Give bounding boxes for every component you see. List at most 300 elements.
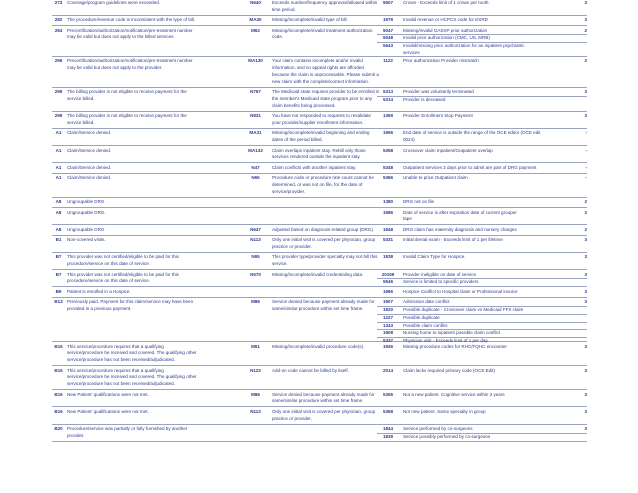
edit-description-line: Provider Enrollment Stop Payment xyxy=(403,113,473,119)
edit-description-line: Physician visit - Exceeds limit of 1 per day xyxy=(403,338,488,344)
severity-value: 3 xyxy=(584,113,587,119)
carc-description-line: This provider was not certified/eligible to be paid for this xyxy=(67,271,179,277)
carc-description xyxy=(67,210,242,217)
edit-description-line: Service possibly performed by co-surgeons xyxy=(403,433,491,439)
carc-code: 299 xyxy=(54,113,63,119)
edit-row xyxy=(377,97,587,105)
rarc-description xyxy=(272,368,375,375)
table-row xyxy=(52,344,587,367)
severity-value: 3 xyxy=(584,343,587,349)
rarc-description-line: practice or provider. xyxy=(272,243,312,249)
edit-code: 5368 xyxy=(382,408,394,414)
edit-description xyxy=(403,344,573,351)
edit-code: 1848 xyxy=(382,226,394,232)
edit-row xyxy=(377,307,587,315)
carc-code: 299 xyxy=(54,89,63,95)
edit-row xyxy=(377,344,587,352)
edit-description-line: Invalid prior authorization (CMC, US, MRB) xyxy=(403,35,490,41)
edit-description xyxy=(403,58,573,65)
rarc-code: N640 xyxy=(250,0,261,5)
edit-row xyxy=(377,392,587,400)
edit-description xyxy=(403,227,573,234)
edit-list xyxy=(377,426,587,442)
rarc-description xyxy=(272,58,379,85)
carc-description-line: may be valid but does not apply to the provider. xyxy=(67,65,163,71)
edit-code: 1380 xyxy=(382,199,394,205)
table-row xyxy=(52,113,587,129)
edit-description-line: End date of service is outside the range of the OCE editor (OCE edit xyxy=(403,130,541,136)
rarc-code: M86 xyxy=(251,391,260,397)
rarc-description xyxy=(272,392,375,406)
rarc-code: N647 xyxy=(250,226,261,232)
edit-description-line: Not a new patient. Cognitive service within 3 years xyxy=(403,391,505,397)
carc-description-line: This service/procedure requires that a qualifying xyxy=(67,343,164,349)
carc-description-line: service/procedure be received and covered. The qualifying other xyxy=(67,350,197,356)
carc-description-line: service/procedure be received and covered. The qualifying other xyxy=(67,374,197,380)
rarc-description-line: because the claim is unprocessable. Please submit a xyxy=(272,71,379,77)
edit-description-line: Provider is deceased xyxy=(403,96,446,102)
carc-description xyxy=(67,299,242,313)
carc-description-line: New Patient' qualifications were not met. xyxy=(67,391,149,397)
carc-description-line: Procedure/service was partially or fully furnished by another xyxy=(67,426,188,431)
table-row xyxy=(52,89,587,112)
edit-code: 1907 xyxy=(382,299,394,305)
edit-description-line: Prior authorization Provider mismatch xyxy=(403,58,479,64)
edit-code: 1838 xyxy=(382,254,394,260)
edit-description xyxy=(403,165,573,172)
rarc-description-line: determined, or was not on file, for the date of xyxy=(272,181,363,187)
table-row xyxy=(52,392,587,408)
edit-description-line: Invalid/missing prior authorization for an inpatient psychiatric xyxy=(403,43,525,49)
carc-description-line: Precertification/authorization/notification/pre-treatment number xyxy=(67,58,193,64)
rarc-description-line: code. xyxy=(272,34,284,40)
table-row xyxy=(52,409,587,425)
carc-description xyxy=(67,227,242,234)
edit-description-line: Crown - Exceeds limit of 1 crown per tooth. xyxy=(403,0,490,5)
carc-description-line: Coverage/program guidelines were exceeded. xyxy=(67,0,161,5)
edit-description xyxy=(403,307,573,314)
edit-description-line: Service performed by co-surgeons xyxy=(403,426,473,431)
carc-code: 282 xyxy=(54,17,63,23)
edit-code: 20159 xyxy=(381,271,395,277)
severity-value: 2 xyxy=(584,199,587,205)
edit-list xyxy=(377,237,587,245)
carc-code: B16 xyxy=(54,408,63,414)
severity-value: 3 xyxy=(584,254,587,260)
edit-description xyxy=(403,434,573,441)
rarc-code: M62 xyxy=(251,27,260,33)
edit-description-line: Hospice Conflict to Hospital claim or Professional invoice xyxy=(403,288,518,294)
rarc-description xyxy=(272,254,378,268)
rarc-description xyxy=(272,17,375,24)
edit-list xyxy=(377,199,587,207)
carc-description xyxy=(67,368,242,388)
edit-list xyxy=(377,254,587,262)
severity-value: 3 xyxy=(584,391,587,397)
rarc-description xyxy=(272,148,375,162)
carc-description-line: service/procedure has not been received/adjudicated. xyxy=(67,381,175,387)
edit-code: 1979 xyxy=(382,17,394,23)
severity-value: 3 xyxy=(584,0,587,5)
rarc-description-line: Claim overlaps inpatient stay. Rebill only those xyxy=(272,147,366,153)
edit-description-line: DRG not on file xyxy=(403,199,435,205)
rarc-description-line: Service denied because payment already made for xyxy=(272,391,375,397)
edit-row xyxy=(377,89,587,97)
table-row xyxy=(52,254,587,270)
carc-code: B20 xyxy=(54,426,63,431)
edit-description xyxy=(403,299,573,306)
edit-description-line: Admission date conflict xyxy=(403,299,450,305)
rarc-description xyxy=(272,227,375,234)
rarc-description xyxy=(272,28,375,42)
edit-code: 5507 xyxy=(382,0,394,5)
edit-description-line: Outpatient services 3 days prior to admit are part of DRG payment xyxy=(403,164,537,170)
rarc-description-line: new claim with the complete/correct information. xyxy=(272,78,370,84)
edit-description xyxy=(403,175,573,182)
rarc-description-line: your provider/supplier enrollment information. xyxy=(272,119,364,125)
rarc-description-line: Adjusted based on diagnosis-related group (DRG). xyxy=(272,226,375,232)
edit-row xyxy=(377,199,587,207)
carc-description-line: Precertification/authorization/notification/pre-treatment number xyxy=(67,27,193,33)
carc-description xyxy=(67,17,242,24)
edit-description xyxy=(403,89,573,96)
rarc-description-line: time period. xyxy=(272,6,296,12)
severity-value: 3 xyxy=(584,288,587,294)
table-row xyxy=(52,148,587,164)
rarc-description-line: This provider type/provider specialty may not bill this xyxy=(272,254,378,260)
rarc-description xyxy=(272,344,375,351)
rarc-description-line: Missing/incomplete/invalid beginning and ending xyxy=(272,130,370,136)
carc-description-line: Previously paid. Payment for this claim/service may have been xyxy=(67,299,194,305)
rarc-description-line: information, and no appeal rights are afforded xyxy=(272,65,364,71)
edit-row xyxy=(377,43,587,58)
edit-code: 5543 xyxy=(382,43,394,49)
rarc-description xyxy=(272,165,375,172)
rarc-code: N95 xyxy=(251,254,260,260)
table-row xyxy=(52,175,587,198)
rarc-code: M51 xyxy=(251,343,260,349)
edit-description xyxy=(403,237,573,244)
edit-row xyxy=(377,272,587,280)
edit-list xyxy=(377,89,587,105)
carc-description xyxy=(67,254,242,268)
carc-description-line: Patient is enrolled in a Hospice. xyxy=(67,288,131,294)
carc-description xyxy=(67,199,242,206)
carc-code: A8 xyxy=(55,209,62,215)
severity-value: 3 xyxy=(584,17,587,23)
rarc-description-line: dates of the period billed. xyxy=(272,137,323,143)
severity-value: 2 xyxy=(584,27,587,33)
edit-row xyxy=(377,130,587,145)
severity-value: - xyxy=(585,164,587,170)
edit-description-line: Nursing home to inpatient possible claim conflict xyxy=(403,330,501,336)
carc-description xyxy=(67,409,242,416)
carc-description xyxy=(67,175,242,182)
edit-row xyxy=(377,17,587,25)
edit-row xyxy=(377,434,587,442)
rarc-code: N113 xyxy=(250,408,261,414)
edit-description xyxy=(403,315,573,322)
edit-row xyxy=(377,330,587,338)
edit-description-line: Provider was voluntarily terminated xyxy=(403,89,474,95)
edit-row xyxy=(377,254,587,262)
edit-description xyxy=(403,330,573,337)
carc-code: 273 xyxy=(54,0,63,5)
edit-description xyxy=(403,130,573,144)
rarc-code: N767 xyxy=(250,89,261,95)
severity-value: 3 xyxy=(584,89,587,95)
edit-description xyxy=(403,97,573,104)
edit-code: 2014 xyxy=(382,367,394,373)
carc-description-line: The billing provider is not eligible to receive payment for the xyxy=(67,113,187,119)
edit-description xyxy=(403,113,573,120)
edit-code: 1956 xyxy=(382,130,394,136)
edit-row xyxy=(377,409,587,417)
carc-description-line: This service/procedure requires that a qualifying xyxy=(67,367,164,373)
edit-code: 5366 xyxy=(382,175,394,181)
rarc-description xyxy=(272,130,375,144)
edit-row xyxy=(377,165,587,173)
edit-row xyxy=(377,279,587,287)
carc-description xyxy=(67,426,242,440)
edit-description xyxy=(403,409,573,416)
edit-row xyxy=(377,0,587,8)
rarc-code: N570 xyxy=(250,271,261,277)
table-row xyxy=(52,289,587,298)
edit-row xyxy=(377,426,587,434)
edit-list xyxy=(377,28,587,58)
rarc-description-line: Procedure code or procedure rate count cannot be xyxy=(272,175,374,181)
table-row xyxy=(52,130,587,146)
edit-description xyxy=(403,368,573,375)
edit-description xyxy=(403,17,573,24)
severity-value: 3 xyxy=(584,426,587,431)
edit-description-line: services xyxy=(403,49,420,55)
carc-description xyxy=(67,272,242,286)
rarc-description-line: practice or provider. xyxy=(272,415,312,421)
edit-description xyxy=(403,43,573,57)
edit-description xyxy=(403,289,573,296)
carc-code: B7 xyxy=(55,271,62,277)
rarc-description-line: same/similar procedure within set time frame. xyxy=(272,305,364,311)
edit-code: 5546 xyxy=(382,279,394,285)
edit-code: 1369 xyxy=(382,113,394,119)
edit-description-line: Invalid Claim Type for Hospice. xyxy=(403,254,466,260)
edit-list xyxy=(377,175,587,183)
edit-description-line: Missing/invalid GASSP prior authorization xyxy=(403,27,488,33)
carc-description-line: Claim/Service denied. xyxy=(67,130,112,136)
carc-description xyxy=(67,113,242,127)
rarc-description-line: the member's Medicaid state program prior to any xyxy=(272,95,373,101)
rarc-description xyxy=(272,299,375,313)
rarc-description-line: Only one initial visit is covered per physician, group xyxy=(272,408,376,414)
edit-code: 5047 xyxy=(382,27,394,33)
table-row xyxy=(52,199,587,208)
edit-description-line: DRG claim has maternity diagnosis and nursery charges xyxy=(403,226,517,232)
carc-description xyxy=(67,237,242,244)
rarc-code: MA130 xyxy=(248,58,263,64)
rarc-description-line: Exceeds number/frequency approved/allowed within xyxy=(272,0,378,5)
edit-list xyxy=(377,272,587,288)
rarc-description-line: Missing/incomplete/invalid treatment authorization xyxy=(272,27,373,33)
table-row xyxy=(52,17,587,26)
rarc-code: M86 xyxy=(251,299,260,305)
carc-description xyxy=(67,89,242,103)
rarc-code: MA30 xyxy=(249,17,262,23)
edit-code: 1966 xyxy=(382,288,394,294)
carc-code: A1 xyxy=(55,175,62,181)
edit-description xyxy=(403,392,573,399)
carc-code: B7 xyxy=(55,254,62,260)
edit-code: 5314 xyxy=(382,96,394,102)
carc-description-line: procedure/service on this date of service. xyxy=(67,278,150,284)
edit-code: 1844 xyxy=(382,426,394,431)
severity-value: 3 xyxy=(584,299,587,305)
rarc-description xyxy=(272,0,378,14)
rarc-description xyxy=(272,175,375,195)
edit-description xyxy=(403,148,573,155)
edit-code: 1908 xyxy=(382,330,394,336)
carc-description-line: Ungroupable DRG xyxy=(67,226,105,232)
edit-row xyxy=(377,227,587,235)
edit-description-line: Missing procedure codes for RHC/FQHC encounter xyxy=(403,343,507,349)
rarc-description-line: The Medicaid state requires provider to be enrolled in xyxy=(272,89,380,95)
rarc-description xyxy=(272,237,375,251)
edit-description xyxy=(403,426,573,433)
edit-list xyxy=(377,148,587,156)
rarc-code: N113 xyxy=(250,237,261,243)
severity-value: 3 xyxy=(584,408,587,414)
carc-code: B13 xyxy=(54,299,63,305)
carc-description xyxy=(67,28,242,42)
rarc-description-line: Missing/incomplete/invalid type of bill. xyxy=(272,17,348,23)
edit-row xyxy=(377,148,587,156)
carc-description-line: provided in a previous payment. xyxy=(67,305,132,311)
edit-list xyxy=(377,58,587,66)
severity-value: 3 xyxy=(584,271,587,277)
rarc-description xyxy=(272,409,375,423)
edit-description xyxy=(403,0,573,7)
edit-description-line: 0024) xyxy=(403,137,415,143)
edit-row xyxy=(377,113,587,121)
rarc-description-line: claim benefits being processed. xyxy=(272,102,336,108)
edit-code: 1920 xyxy=(382,306,394,312)
table-row xyxy=(52,368,587,391)
table-row xyxy=(52,165,587,174)
edit-code: 5337 xyxy=(382,338,394,344)
rarc-description-line: Service denied because payment already made for xyxy=(272,299,375,305)
edit-description-line: Claim lacks required primary code (OCE Edit) xyxy=(403,367,495,373)
severity-value: - xyxy=(585,130,587,136)
edit-row xyxy=(377,35,587,43)
carc-description xyxy=(67,58,242,72)
table-row xyxy=(52,227,587,236)
edit-description-line: Crossover claim Inpatient/Outpatient overlap xyxy=(403,147,493,153)
edit-description-line: Provider ineligible on date of service xyxy=(403,271,477,277)
carc-description-line: Claim/Service denied. xyxy=(67,164,112,170)
edit-list xyxy=(377,130,587,145)
edit-description xyxy=(403,279,573,286)
carc-code: A8 xyxy=(55,199,62,205)
edit-description-line: Date of service is after expiration date of current grouper xyxy=(403,209,517,215)
rarc-description-line: Add-on code cannot be billed by itself. xyxy=(272,367,349,373)
carc-code: B1 xyxy=(55,237,62,243)
carc-description-line: service billed. xyxy=(67,119,95,125)
edit-row xyxy=(377,210,587,225)
carc-description xyxy=(67,0,242,7)
edit-description-line: Service is limited to specific providers xyxy=(403,279,479,285)
severity-value: 2 xyxy=(584,226,587,232)
edit-description xyxy=(403,272,573,279)
table-row xyxy=(52,237,587,253)
carc-description-line: Non-covered visits. xyxy=(67,237,106,243)
severity-value: - xyxy=(585,147,587,153)
severity-value: 2 xyxy=(584,58,587,64)
carc-description-line: service billed. xyxy=(67,95,95,101)
edit-row xyxy=(377,28,587,36)
rarc-description-line: Claim conflicts with another inpatient stay. xyxy=(272,164,357,170)
edit-description xyxy=(403,323,573,330)
edit-description-line: tape xyxy=(403,216,412,222)
edit-list xyxy=(377,299,587,346)
edit-code: 1839 xyxy=(382,433,394,439)
carc-description-line: This provider was not certified/eligible to be paid for this xyxy=(67,254,179,260)
rarc-description-line: same/similar procedure within set time frame. xyxy=(272,398,364,404)
edit-description xyxy=(403,35,573,42)
rarc-description-line: service. xyxy=(272,261,288,267)
edit-row xyxy=(377,323,587,331)
edit-list xyxy=(377,289,587,297)
rarc-description-line: Only one initial visit is covered per physician, group xyxy=(272,237,376,243)
edit-list xyxy=(377,165,587,173)
carc-code: A1 xyxy=(55,147,62,153)
edit-description-line: Invalid revenue or HCPCS code for ESRD xyxy=(403,17,488,23)
edit-code: 1343 xyxy=(382,322,394,328)
edit-row xyxy=(377,368,587,376)
edit-code: 1227 xyxy=(382,314,394,320)
edit-description xyxy=(403,254,573,261)
carc-code: B9 xyxy=(55,288,62,294)
edit-description-line: Possible claim conflict xyxy=(403,322,448,328)
edit-row xyxy=(377,237,587,245)
carc-code: B15 xyxy=(54,367,63,373)
rarc-description xyxy=(272,113,375,127)
edit-description xyxy=(403,210,573,224)
edit-list xyxy=(377,227,587,235)
rarc-description-line: Missing/incomplete/invalid credentialing data. xyxy=(272,271,364,277)
carc-code: A8 xyxy=(55,226,62,232)
severity-value: - xyxy=(585,175,587,181)
edit-row xyxy=(377,299,587,307)
edit-code: 5048 xyxy=(382,35,394,41)
edit-list xyxy=(377,344,587,352)
edit-list xyxy=(377,409,587,417)
rarc-code: N122 xyxy=(250,367,261,373)
carc-description-line: procedure/service on this date of service. xyxy=(67,261,150,267)
carc-description-line: Ungroupable DRG. xyxy=(67,209,106,215)
edit-description-line: Possible duplicate xyxy=(403,314,440,320)
carc-description-line: Ungroupable DRG xyxy=(67,199,105,205)
severity-value: 3 xyxy=(584,237,587,243)
edit-code: 5331 xyxy=(382,237,394,243)
carc-description-line: The procedure/revenue code is inconsistent with the type of bill. xyxy=(67,17,196,23)
rarc-code: N831 xyxy=(250,113,261,119)
table-row xyxy=(52,299,587,342)
carc-code: A1 xyxy=(55,130,62,136)
carc-code: A1 xyxy=(55,164,62,170)
rarc-description-line: service/provider. xyxy=(272,188,306,194)
edit-code: 1945 xyxy=(382,343,394,349)
